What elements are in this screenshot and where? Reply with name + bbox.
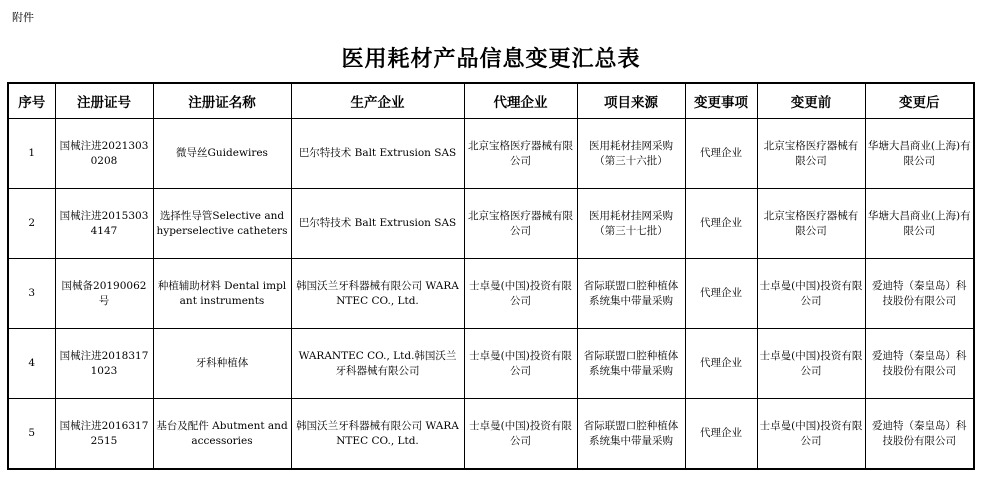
cell-no: 1 xyxy=(8,119,55,189)
cell-manufacturer: WARANTEC CO., Ltd.韩国沃兰牙科器械有限公司 xyxy=(291,329,464,399)
cell-reg-no: 国械注进20183171023 xyxy=(55,329,153,399)
cell-reg-no: 国械注进20153034147 xyxy=(55,189,153,259)
cell-source: 医用耗材挂网采购（第三十六批） xyxy=(577,119,685,189)
cell-manufacturer: 韩国沃兰牙科器械有限公司 WARANTEC CO., Ltd. xyxy=(291,399,464,470)
cell-change-item: 代理企业 xyxy=(685,119,757,189)
cell-source: 省际联盟口腔种植体系统集中带量采购 xyxy=(577,399,685,470)
col-header-no: 序号 xyxy=(8,83,55,119)
cell-before: 北京宝格医疗器械有限公司 xyxy=(757,189,865,259)
cell-agent: 士卓曼(中国)投资有限公司 xyxy=(464,329,577,399)
cell-manufacturer: 巴尔特技术 Balt Extrusion SAS xyxy=(291,119,464,189)
cell-no: 4 xyxy=(8,329,55,399)
change-summary-table xyxy=(7,82,975,470)
attachment-label: 附件 xyxy=(12,11,34,24)
cell-reg-name: 牙科种植体 xyxy=(153,329,291,399)
table-row xyxy=(8,329,974,399)
cell-reg-name: 种植辅助材料 Dental implant instruments xyxy=(153,259,291,329)
cell-agent: 士卓曼(中国)投资有限公司 xyxy=(464,259,577,329)
cell-agent: 北京宝格医疗器械有限公司 xyxy=(464,189,577,259)
cell-change-item: 代理企业 xyxy=(685,329,757,399)
cell-agent: 北京宝格医疗器械有限公司 xyxy=(464,119,577,189)
cell-before: 士卓曼(中国)投资有限公司 xyxy=(757,399,865,470)
cell-after: 爱迪特（秦皇岛）科技股份有限公司 xyxy=(865,259,974,329)
cell-before: 士卓曼(中国)投资有限公司 xyxy=(757,259,865,329)
cell-reg-name: 选择性导管Selective and hyperselective catheters xyxy=(153,189,291,259)
cell-source: 省际联盟口腔种植体系统集中带量采购 xyxy=(577,259,685,329)
cell-change-item: 代理企业 xyxy=(685,259,757,329)
table-row xyxy=(8,259,974,329)
cell-manufacturer: 韩国沃兰牙科器械有限公司 WARANTEC CO., Ltd. xyxy=(291,259,464,329)
cell-agent: 士卓曼(中国)投资有限公司 xyxy=(464,399,577,470)
col-header-agent: 代理企业 xyxy=(464,83,577,119)
table-row xyxy=(8,119,974,189)
cell-reg-no: 国械备20190062号 xyxy=(55,259,153,329)
cell-before: 北京宝格医疗器械有限公司 xyxy=(757,119,865,189)
table-row xyxy=(8,399,974,470)
document-title: 医用耗材产品信息变更汇总表 xyxy=(341,47,641,72)
col-header-manufacturer: 生产企业 xyxy=(291,83,464,119)
cell-no: 3 xyxy=(8,259,55,329)
cell-reg-no: 国械注进20213030208 xyxy=(55,119,153,189)
table-row xyxy=(8,189,974,259)
cell-change-item: 代理企业 xyxy=(685,399,757,470)
cell-before: 士卓曼(中国)投资有限公司 xyxy=(757,329,865,399)
header-row xyxy=(8,83,974,119)
cell-after: 华塘大昌商业(上海)有限公司 xyxy=(865,119,974,189)
cell-reg-no: 国械注进20163172515 xyxy=(55,399,153,470)
cell-change-item: 代理企业 xyxy=(685,189,757,259)
col-header-source: 项目来源 xyxy=(577,83,685,119)
cell-reg-name: 微导丝Guidewires xyxy=(153,119,291,189)
cell-after: 华塘大昌商业(上海)有限公司 xyxy=(865,189,974,259)
cell-after: 爱迪特（秦皇岛）科技股份有限公司 xyxy=(865,329,974,399)
cell-no: 5 xyxy=(8,399,55,470)
cell-manufacturer: 巴尔特技术 Balt Extrusion SAS xyxy=(291,189,464,259)
cell-reg-name: 基台及配件 Abutment and accessories xyxy=(153,399,291,470)
col-header-reg-no: 注册证号 xyxy=(55,83,153,119)
cell-source: 省际联盟口腔种植体系统集中带量采购 xyxy=(577,329,685,399)
col-header-change-item: 变更事项 xyxy=(685,83,757,119)
col-header-after: 变更后 xyxy=(865,83,974,119)
col-header-before: 变更前 xyxy=(757,83,865,119)
cell-source: 医用耗材挂网采购（第三十七批） xyxy=(577,189,685,259)
col-header-reg-name: 注册证名称 xyxy=(153,83,291,119)
cell-after: 爱迪特（秦皇岛）科技股份有限公司 xyxy=(865,399,974,470)
cell-no: 2 xyxy=(8,189,55,259)
